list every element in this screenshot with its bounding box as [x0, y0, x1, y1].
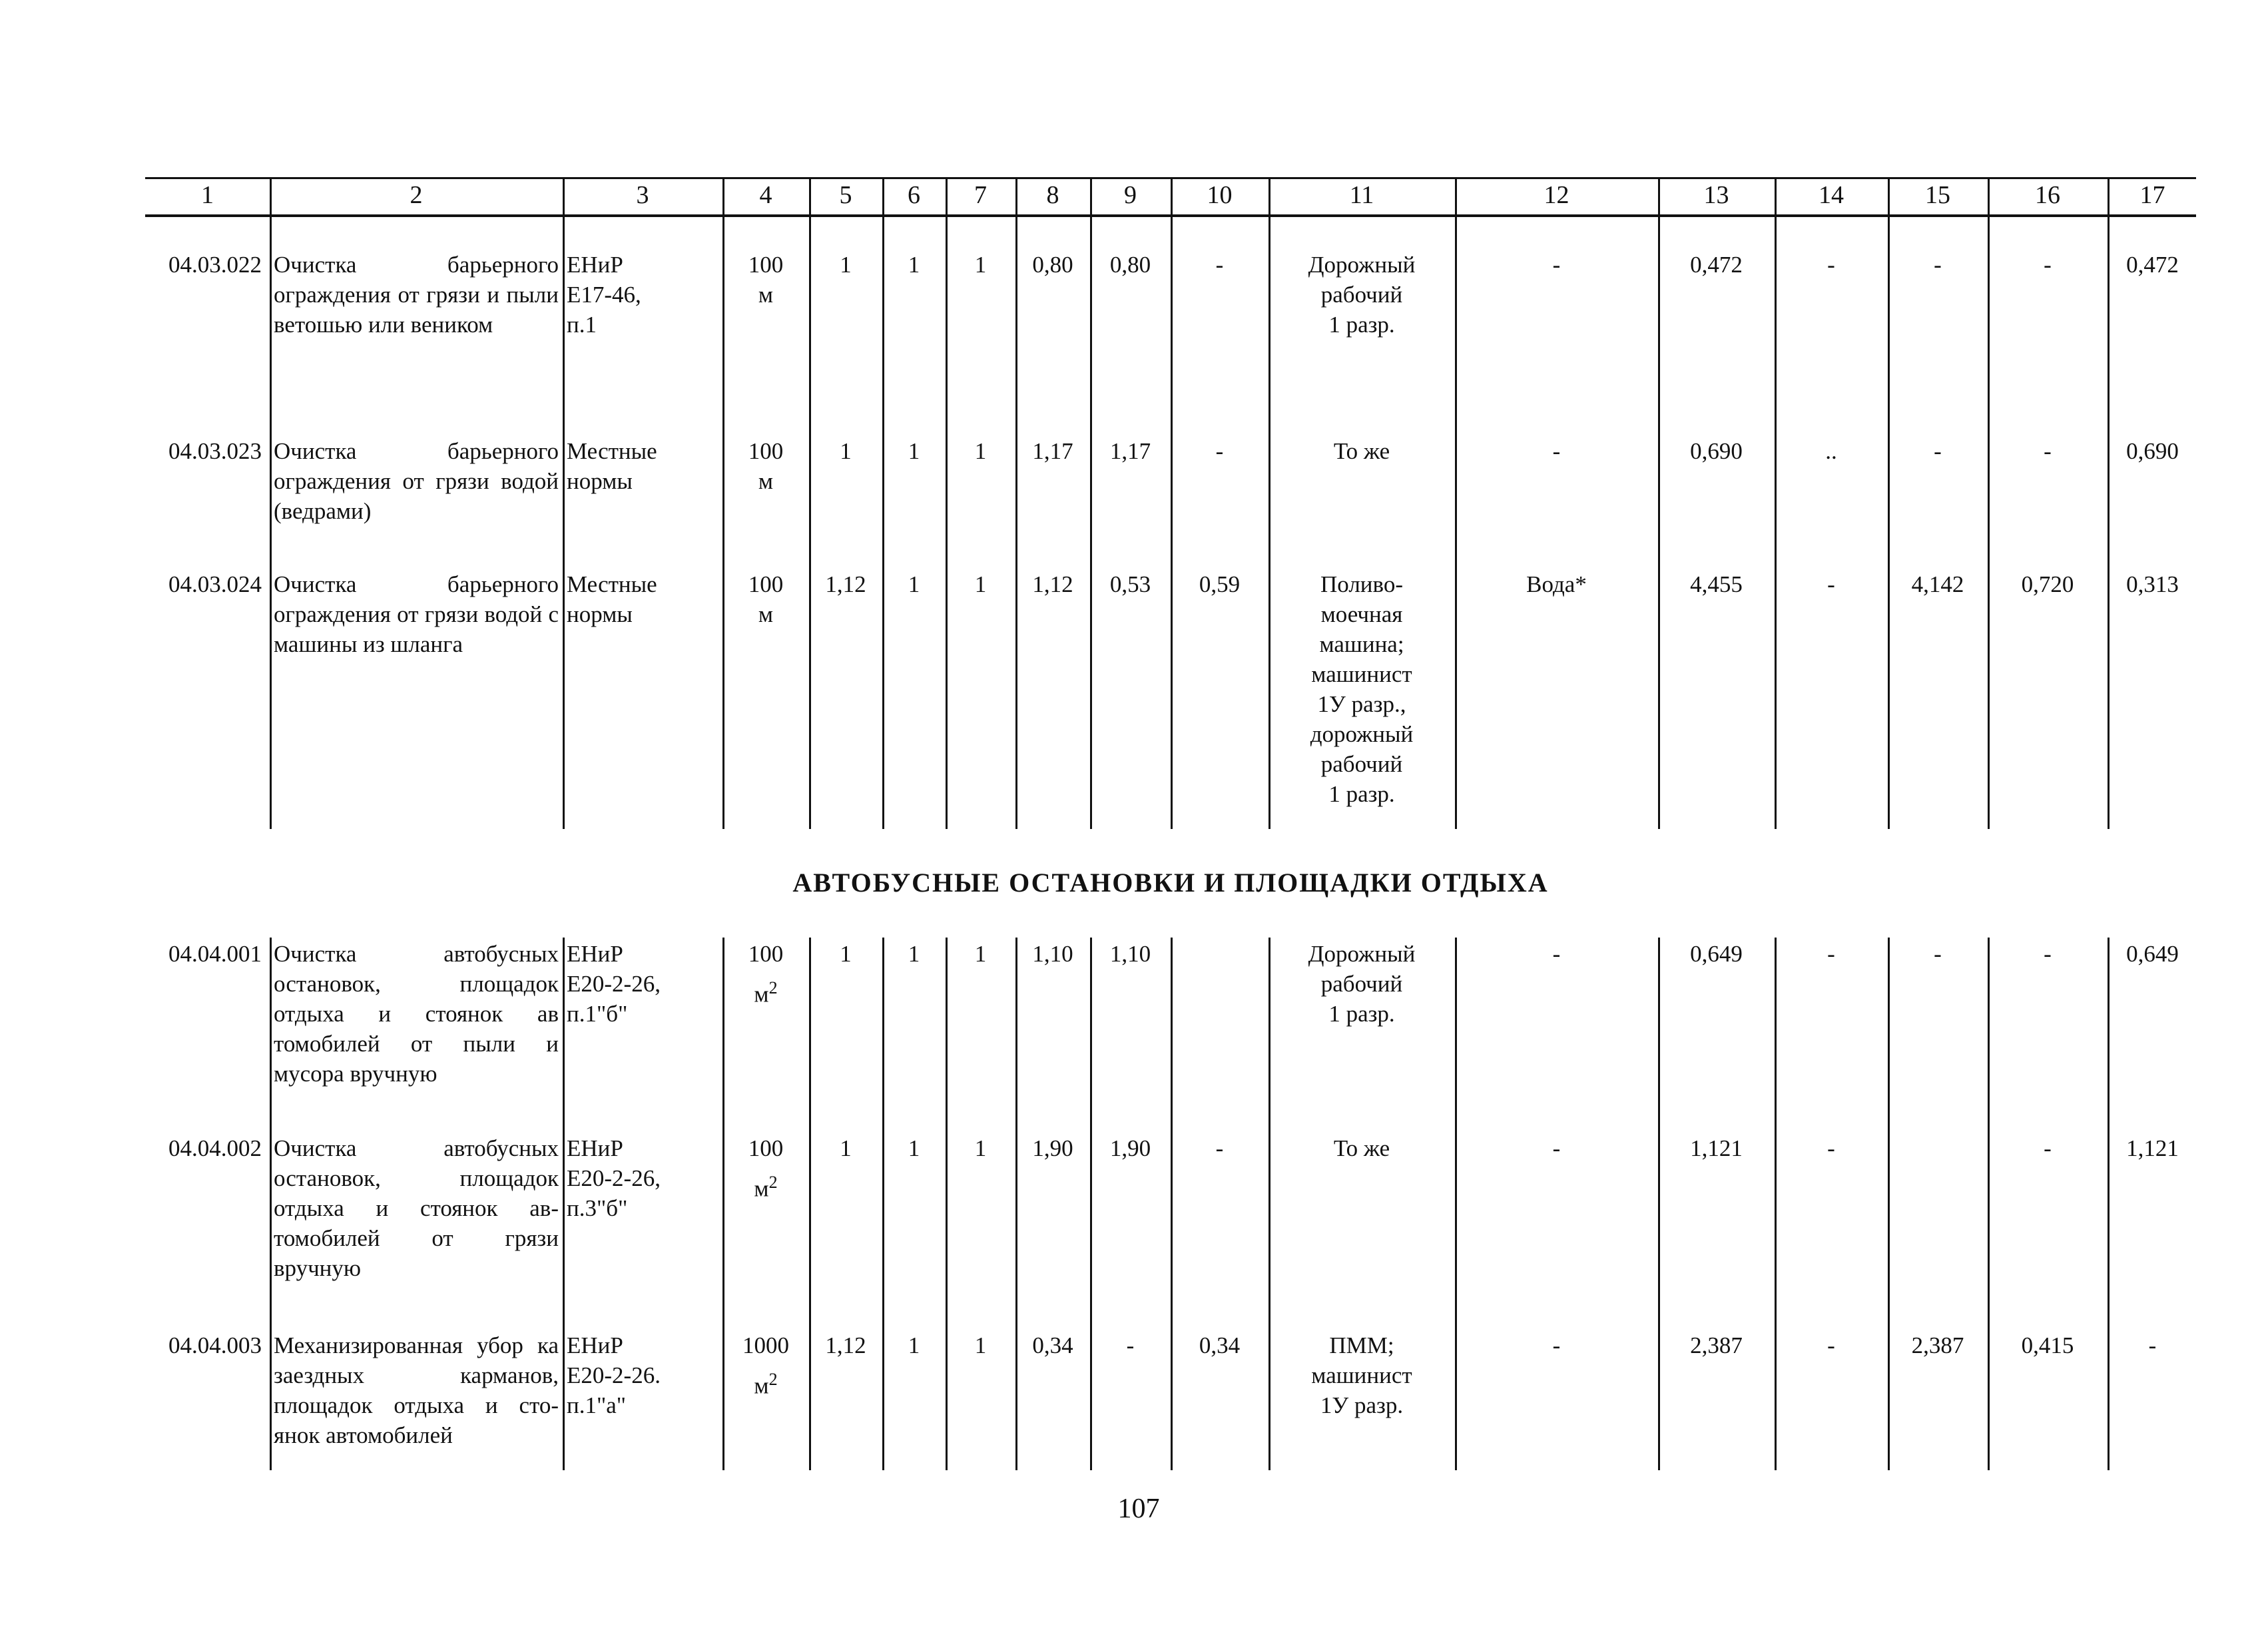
row-col-9: 1,10: [1109, 941, 1151, 967]
column-divider: [1988, 216, 1990, 829]
unit-quantity: 1000: [742, 1332, 789, 1358]
row-description: Механизированная убор ка заездных карманов, площадок отдыха и сто-янок автомобилей: [274, 1332, 559, 1448]
row-basis-line: ЕНиР: [567, 1135, 623, 1161]
row-resource: [1272, 1133, 1451, 1163]
unit-exponent: 2: [768, 1370, 778, 1389]
column-divider: [946, 216, 948, 829]
column-divider: [809, 216, 811, 829]
header-cell-6: 6: [908, 181, 920, 209]
row-col-6: 1: [908, 571, 920, 597]
row-col-13: 0,472: [1690, 252, 1743, 278]
row-code: 04.03.023: [168, 438, 262, 464]
row-col-14: -: [1827, 941, 1835, 967]
column-divider: [1658, 216, 1660, 829]
header-cell-15: 15: [1925, 181, 1950, 209]
unit-exponent: 2: [768, 978, 778, 997]
row-resource-line: 1 разр.: [1328, 781, 1395, 807]
column-divider: [2108, 938, 2110, 1470]
column-divider: [1455, 938, 1457, 1470]
row-description: Очистка автобусных остановок, площадок отдыха и стоянок ав томобилей от пыли и мусора вручную: [274, 941, 559, 1087]
row-unit-line: 100: [748, 252, 784, 278]
row-col-7: 1: [974, 571, 987, 597]
row-col-14: -: [1827, 252, 1835, 278]
row-basis: [567, 569, 718, 629]
row-col-13: 4,455: [1690, 571, 1743, 597]
column-divider: [1888, 938, 1890, 1470]
row-code: 04.04.002: [168, 1135, 262, 1161]
row-unit-line: м: [758, 468, 774, 494]
row-unit-line: 100: [748, 438, 784, 464]
row-basis-line: ЕНиР: [567, 1332, 623, 1358]
row-col-6: 1: [908, 252, 920, 278]
row-col-6: 1: [908, 1332, 920, 1358]
row-col-10: -: [1215, 1135, 1224, 1161]
row-col-6: 1: [908, 1135, 920, 1161]
row-unit-line: м: [758, 282, 774, 308]
row-resource-line: 1У разр.,: [1317, 691, 1406, 717]
row-col-5: 1: [840, 1135, 852, 1161]
row-col-13: 1,121: [1690, 1135, 1743, 1161]
column-divider: [1988, 938, 1990, 1470]
row-unit-line: м: [758, 601, 774, 627]
row-col-7: 1: [974, 1332, 987, 1358]
row-col-8: 1,17: [1032, 438, 1073, 464]
row-resource-line: рабочий: [1320, 971, 1403, 997]
row-col-13: 0,649: [1690, 941, 1743, 967]
column-divider: [563, 938, 565, 1470]
header-cell-14: 14: [1819, 181, 1844, 209]
row-basis: [567, 250, 718, 340]
row-col-15: -: [1934, 438, 1942, 464]
header-cell-8: 8: [1046, 181, 1059, 209]
row-col-12: -: [1552, 941, 1561, 967]
row-col-6: 1: [908, 438, 920, 464]
row-col-16: 0,415: [2021, 1332, 2074, 1358]
row-resource-line: 1У разр.: [1320, 1392, 1404, 1418]
row-unit: [726, 250, 805, 310]
row-col-9: 0,80: [1109, 252, 1151, 278]
row-basis: [567, 1330, 718, 1420]
row-col-17: -: [2148, 1332, 2157, 1358]
row-col-10: 0,59: [1199, 571, 1241, 597]
row-col-5: 1: [840, 252, 852, 278]
row-col-12: -: [1552, 1332, 1561, 1358]
row-basis-line: п.3"б": [567, 1195, 628, 1221]
column-divider: [1268, 216, 1270, 829]
page-number: 107: [1117, 1494, 1160, 1524]
column-divider: [270, 938, 272, 1470]
unit-quantity: 100: [748, 1135, 784, 1161]
row-unit: [726, 1330, 805, 1401]
row-col-17: 1,121: [2126, 1135, 2179, 1161]
row-col-12: -: [1552, 252, 1561, 278]
row-col-5: 1: [840, 438, 852, 464]
column-divider: [1658, 938, 1660, 1470]
row-resource-line: То же: [1333, 438, 1390, 464]
row-resource: [1272, 250, 1451, 340]
column-divider: [270, 216, 272, 829]
row-col-7: 1: [974, 252, 987, 278]
row-unit: [726, 436, 805, 496]
row-resource-line: Дорожный: [1308, 252, 1416, 278]
unit-quantity: 100: [748, 941, 784, 967]
row-col-17: 0,649: [2126, 941, 2179, 967]
row-description: Очистка автобусных остановок, площадок отдыха и стоянок ав-томобилей от грязи вручную: [274, 1135, 559, 1281]
unit-base: м: [754, 1372, 769, 1399]
row-col-12: Вода*: [1526, 571, 1587, 597]
row-col-8: 0,34: [1032, 1332, 1073, 1358]
row-code: 04.03.024: [168, 571, 262, 597]
row-basis-line: п.1"б": [567, 1001, 628, 1027]
row-col-15: 2,387: [1911, 1332, 1964, 1358]
row-col-9: 0,53: [1109, 571, 1151, 597]
row-description: Очистка барьерного ограждения от грязи и пыли ветошью или веником: [274, 252, 559, 338]
row-col-16: 0,720: [2021, 571, 2074, 597]
row-basis-line: Е20-2-26.: [567, 1362, 661, 1388]
unit-measure: [726, 973, 805, 1009]
header-cell-17: 17: [2139, 181, 2165, 209]
row-col-16: -: [2044, 941, 2052, 967]
row-col-13: 2,387: [1690, 1332, 1743, 1358]
header-cell-9: 9: [1124, 181, 1137, 209]
row-resource-line: Дорожный: [1308, 941, 1416, 967]
row-resource-line: моечная: [1320, 601, 1403, 627]
row-basis: [567, 436, 718, 496]
row-resource-line: дорожный: [1310, 721, 1414, 747]
row-col-14: -: [1827, 1135, 1835, 1161]
header-cell-5: 5: [839, 181, 852, 209]
unit-base: м: [754, 981, 769, 1007]
column-divider: [1171, 216, 1173, 829]
row-unit: [726, 1133, 805, 1204]
unit-base: м: [754, 1175, 769, 1202]
row-col-12: -: [1552, 438, 1561, 464]
header-cell-11: 11: [1349, 181, 1374, 209]
row-resource-line: Поливо-: [1320, 571, 1403, 597]
column-divider: [882, 938, 884, 1470]
header-cell-16: 16: [2035, 181, 2060, 209]
row-col-7: 1: [974, 1135, 987, 1161]
column-divider: [882, 216, 884, 829]
header-cell-1: 1: [201, 181, 214, 209]
column-divider: [1090, 216, 1092, 829]
row-unit-line: 100: [748, 571, 784, 597]
row-col-15: -: [1934, 941, 1942, 967]
row-col-10: -: [1215, 438, 1224, 464]
row-col-17: 0,313: [2126, 571, 2179, 597]
column-divider: [1015, 938, 1017, 1470]
row-col-12: -: [1552, 1135, 1561, 1161]
row-basis-line: п.1"а": [567, 1392, 627, 1418]
column-divider: [563, 216, 565, 829]
row-basis-line: Е20-2-26,: [567, 1165, 661, 1191]
row-resource: [1272, 939, 1451, 1029]
row-col-8: 1,12: [1032, 571, 1073, 597]
row-unit: [726, 939, 805, 1009]
column-divider: [946, 938, 948, 1470]
row-col-15: -: [1934, 252, 1942, 278]
row-col-17: 0,690: [2126, 438, 2179, 464]
row-col-15: 4,142: [1911, 571, 1964, 597]
row-code: 04.04.003: [168, 1332, 262, 1358]
row-col-8: 1,90: [1032, 1135, 1073, 1161]
column-divider: [809, 938, 811, 1470]
row-basis-line: ЕНиР: [567, 252, 623, 278]
unit-measure: [726, 1364, 805, 1401]
column-divider: [2108, 216, 2110, 829]
column-divider: [722, 938, 724, 1470]
row-col-17: 0,472: [2126, 252, 2179, 278]
row-col-5: 1: [840, 941, 852, 967]
row-col-9: 1,90: [1109, 1135, 1151, 1161]
row-basis-line: нормы: [567, 468, 633, 494]
row-resource-line: 1 разр.: [1328, 312, 1395, 338]
row-resource-line: машинист: [1311, 1362, 1412, 1388]
row-col-16: -: [2044, 1135, 2052, 1161]
column-divider: [1171, 938, 1173, 1470]
row-col-8: 0,80: [1032, 252, 1073, 278]
header-cell-10: 10: [1207, 181, 1233, 209]
section-title: АВТОБУСНЫЕ ОСТАНОВКИ И ПЛОЩАДКИ ОТДЫХА: [792, 868, 1549, 898]
unit-measure: [726, 1167, 805, 1204]
row-col-14: -: [1827, 571, 1835, 597]
row-resource-line: машина;: [1319, 631, 1404, 657]
row-unit: [726, 569, 805, 629]
row-code: 04.03.022: [168, 252, 262, 278]
row-description: Очистка барьерного ограждения от грязи водой с машины из шланга: [274, 571, 559, 657]
row-col-7: 1: [974, 438, 987, 464]
header-cell-3: 3: [636, 181, 649, 209]
unit-exponent: 2: [768, 1173, 778, 1192]
row-resource-line: То же: [1333, 1135, 1390, 1161]
header-cell-12: 12: [1544, 181, 1569, 209]
row-col-6: 1: [908, 941, 920, 967]
column-divider: [1268, 938, 1270, 1470]
row-basis-line: ЕНиР: [567, 941, 623, 967]
row-code: 04.04.001: [168, 941, 262, 967]
column-divider: [1775, 216, 1777, 829]
row-col-10: -: [1215, 252, 1224, 278]
row-basis: [567, 1133, 718, 1223]
column-divider: [1775, 938, 1777, 1470]
column-divider: [1090, 938, 1092, 1470]
row-resource: [1272, 436, 1451, 466]
column-divider: [722, 216, 724, 829]
row-basis: [567, 939, 718, 1029]
row-resource-line: 1 разр.: [1328, 1001, 1395, 1027]
row-col-10: 0,34: [1199, 1332, 1241, 1358]
row-col-13: 0,690: [1690, 438, 1743, 464]
row-basis-line: Местные: [567, 571, 657, 597]
row-basis-line: п.1: [567, 312, 597, 338]
row-col-14: ..: [1825, 438, 1837, 464]
header-cell-7: 7: [974, 181, 987, 209]
row-col-5: 1,12: [825, 1332, 866, 1358]
row-col-8: 1,10: [1032, 941, 1073, 967]
row-col-5: 1,12: [825, 571, 866, 597]
row-col-14: -: [1827, 1332, 1835, 1358]
row-col-9: 1,17: [1109, 438, 1151, 464]
header-cell-4: 4: [759, 181, 772, 209]
row-resource: [1272, 569, 1451, 809]
row-resource-line: рабочий: [1320, 751, 1403, 777]
row-resource: [1272, 1330, 1451, 1420]
row-resource-line: машинист: [1311, 661, 1412, 687]
row-col-9: -: [1126, 1332, 1135, 1358]
row-basis-line: Е20-2-26,: [567, 971, 661, 997]
row-resource-line: рабочий: [1320, 282, 1403, 308]
row-col-7: 1: [974, 941, 987, 967]
row-col-16: -: [2044, 438, 2052, 464]
row-basis-line: Местные: [567, 438, 657, 464]
column-divider: [1015, 216, 1017, 829]
column-divider: [1455, 216, 1457, 829]
row-description: Очистка барьерного ограждения от грязи водой (ведрами): [274, 438, 559, 524]
header-cell-13: 13: [1703, 181, 1729, 209]
column-divider: [1888, 216, 1890, 829]
row-basis-line: нормы: [567, 601, 633, 627]
header-cell-2: 2: [410, 181, 423, 209]
row-col-16: -: [2044, 252, 2052, 278]
row-resource-line: ПММ;: [1329, 1332, 1394, 1358]
row-basis-line: Е17-46,: [567, 282, 641, 308]
